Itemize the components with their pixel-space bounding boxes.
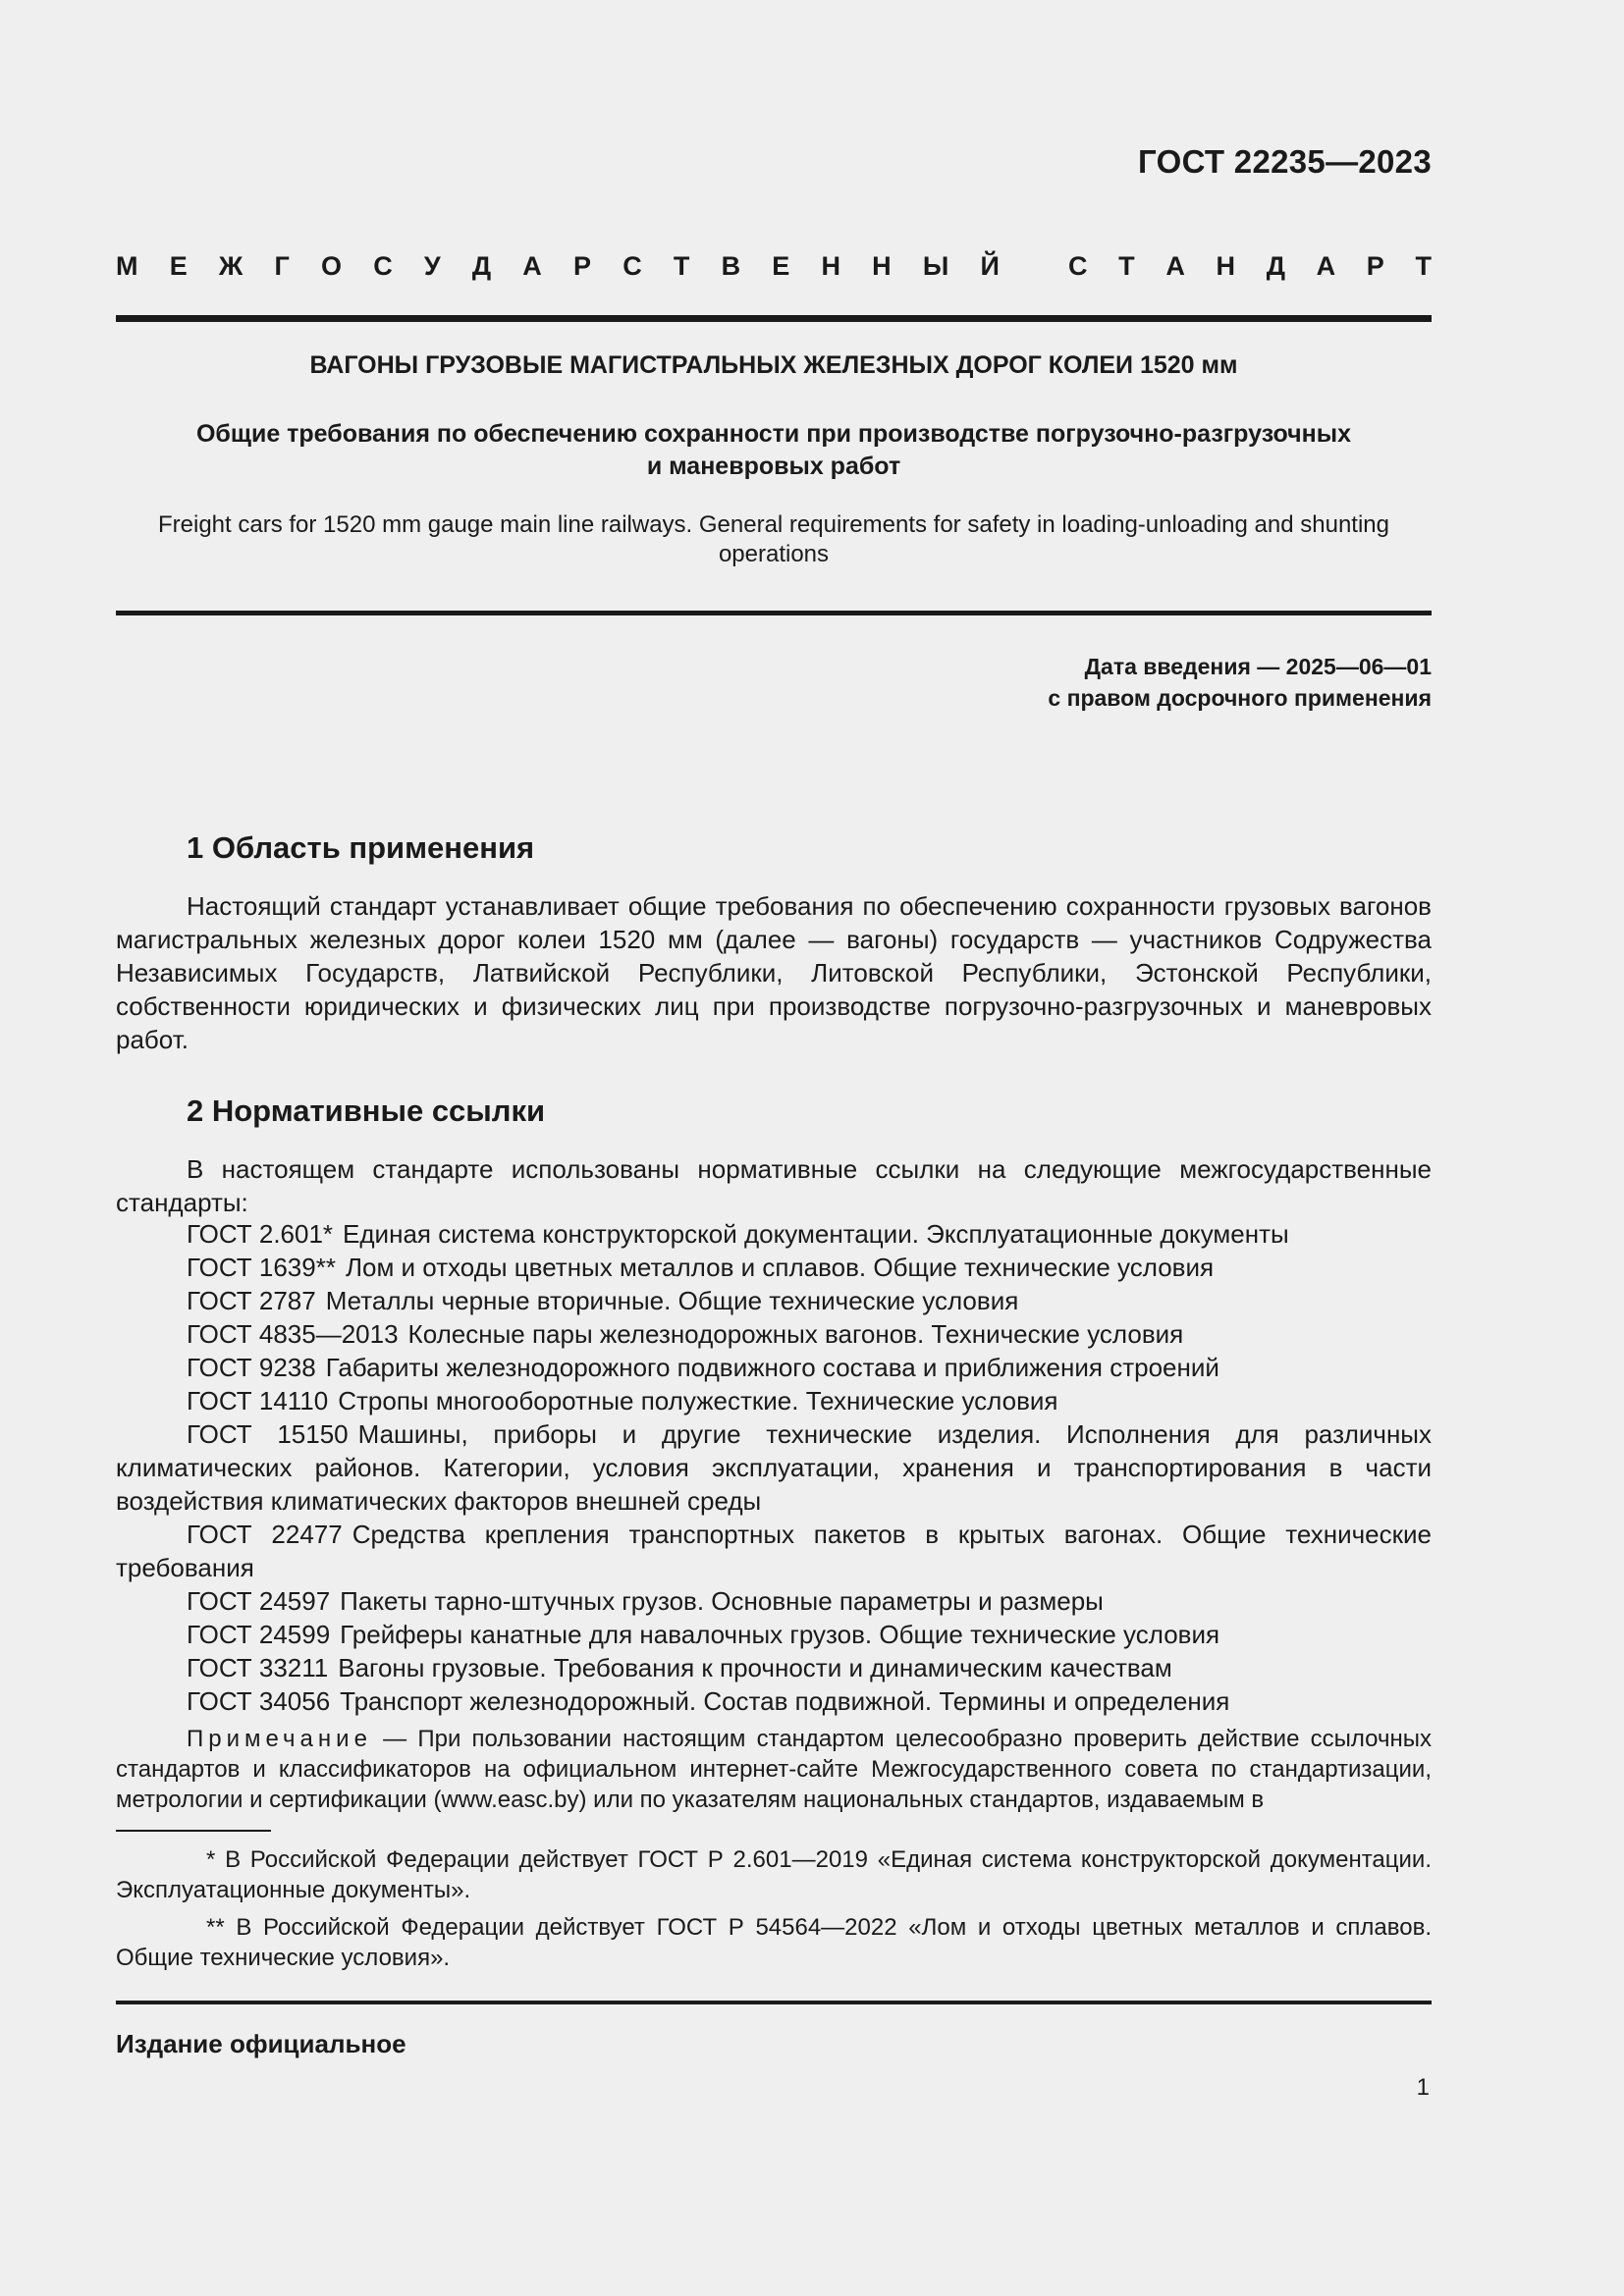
letter: Р (1366, 251, 1384, 281)
letter: С (623, 251, 642, 281)
standard-subtitle (116, 418, 1432, 483)
interstate-standard-heading (116, 251, 1432, 282)
reference-title: Металлы черные вторичные. Общие технические условия (325, 1286, 1019, 1315)
reference-title: Колесные пары железнодорожных вагонов. Технические условия (407, 1319, 1184, 1349)
reference-item (116, 1584, 1432, 1618)
normative-references-list (116, 1217, 1432, 1718)
reference-item (116, 1417, 1432, 1518)
reference-item (116, 1684, 1432, 1718)
reference-code: ГОСТ 2.601* (187, 1219, 334, 1249)
section-2-heading: 2 Нормативные ссылки (187, 1094, 546, 1128)
letter: В (721, 251, 741, 281)
reference-title: Транспорт железнодорожный. Состав подвижной. Термины и определения (340, 1686, 1230, 1716)
letter: Т (1118, 251, 1135, 281)
letter: А (1316, 251, 1336, 281)
letter: М (116, 251, 138, 281)
english-title-line: operations (718, 541, 830, 567)
reference-title: Габариты железнодорожного подвижного состава и приближения строений (325, 1353, 1219, 1382)
subtitle-line: и маневровых работ (646, 453, 901, 480)
header-rule-top (116, 315, 1432, 322)
reference-item (116, 1518, 1432, 1584)
english-title (116, 510, 1432, 569)
reference-item (116, 1217, 1432, 1251)
letter: У (423, 251, 441, 281)
reference-item (116, 1618, 1432, 1651)
interstate-word (116, 251, 1000, 282)
reference-title: Единая система конструкторской документации. Эксплуатационные документы (343, 1219, 1289, 1249)
reference-item (116, 1351, 1432, 1384)
letter: Д (1266, 251, 1285, 281)
letter: Н (872, 251, 892, 281)
letter: А (522, 251, 542, 281)
section-2-intro: В настоящем стандарте использованы нормативные ссылки на следующие межгосударственные стандарты: (116, 1154, 1432, 1217)
early-application-line: с правом досрочного применения (1048, 685, 1432, 711)
reference-code: ГОСТ 14110 (187, 1386, 329, 1415)
reference-code: ГОСТ 1639** (187, 1253, 336, 1282)
letter: С (1068, 251, 1088, 281)
letter: Й (980, 251, 1000, 281)
letter: С (373, 251, 393, 281)
reference-code: ГОСТ 34056 (187, 1686, 331, 1716)
footnote-separator (116, 1830, 271, 1832)
letter: Д (471, 251, 492, 281)
official-edition-label: Издание официальное (116, 2029, 406, 2058)
reference-code: ГОСТ 2787 (187, 1286, 316, 1315)
reference-title: Вагоны грузовые. Требования к прочности и динамическим качествам (338, 1653, 1172, 1682)
standard-word (1068, 251, 1432, 282)
letter: Р (572, 251, 591, 281)
note-text: — При пользовании настоящим стандартом целесообразно проверить действие ссылочных стандартов и классификаторов на официальном интернет-сайте Межгосударственного совета по стандартизации, метрологии и сертификации (www.easc.by) или по указателям национальных стандартов, издаваемым в (116, 1726, 1432, 1813)
letter: Ы (922, 251, 949, 281)
footnote-1: * В Российской Федерации действует ГОСТ Р 2.601—2019 «Единая система конструкторской документации. Эксплуатационные документы». (116, 1846, 1432, 1903)
reference-title: Грейферы канатные для навалочных грузов. Общие технические условия (340, 1620, 1220, 1649)
reference-code: ГОСТ 15150 (187, 1419, 349, 1449)
letter: Н (1216, 251, 1236, 281)
letter: Н (821, 251, 840, 281)
reference-item (116, 1317, 1432, 1351)
section-1-heading: 1 Область применения (187, 830, 535, 865)
english-title-line: Freight cars for 1520 mm gauge main line railways. General requirements for safety in loading-unloading and shunting (157, 511, 1389, 538)
letter: О (320, 251, 342, 281)
reference-code: ГОСТ 9238 (187, 1353, 316, 1382)
letter: Е (169, 251, 188, 281)
reference-title: Пакеты тарно-штучных грузов. Основные параметры и размеры (340, 1586, 1104, 1616)
note-paragraph (116, 1724, 1432, 1815)
section-1-text: Настоящий стандарт устанавливает общие требования по обеспечению сохранности грузовых вагонов магистральных железных дорог колеи 1520 мм (далее — вагоны) государств — участников Содружества Независимых Государств, Латвийской Республики, Литовской Республики, Эстонской Республики, собственности юридических и физических лиц при производстве погрузочно-разгрузочных и маневровых работ. (116, 891, 1432, 1054)
letter: Т (673, 251, 690, 281)
reference-title: Машины, приборы и другие технические изделия. Исполнения для различных климатических районов. Категории, условия эксплуатации, хранения и транспортирования в части воздействия климатических факторов внешней среды (116, 1419, 1432, 1516)
reference-title: Стропы многооборотные полужесткие. Технические условия (338, 1386, 1058, 1415)
date-line: Дата введения — 2025—06—01 (1084, 654, 1432, 679)
reference-code: ГОСТ 22477 (187, 1520, 343, 1549)
page-number: 1 (1416, 2074, 1430, 2101)
note-label: Примечание (187, 1726, 372, 1752)
letter: Г (274, 251, 290, 281)
introduction-date (1048, 651, 1432, 714)
reference-code: ГОСТ 24597 (187, 1586, 331, 1616)
reference-title: Лом и отходы цветных металлов и сплавов. Общие технические условия (345, 1253, 1215, 1282)
reference-code: ГОСТ 4835—2013 (187, 1319, 399, 1349)
reference-title: Средства крепления транспортных пакетов в крытых вагонах. Общие технические требования (116, 1520, 1432, 1582)
reference-item (116, 1384, 1432, 1417)
letter: Ж (218, 251, 244, 281)
letter: Е (772, 251, 790, 281)
footer-rule (116, 2001, 1432, 2004)
letter: А (1165, 251, 1185, 281)
reference-item (116, 1251, 1432, 1284)
footnote-2: ** В Российской Федерации действует ГОСТ Р 54564—2022 «Лом и отходы цветных металлов и сплавов. Общие технические условия». (116, 1914, 1432, 1971)
letter: Т (1415, 251, 1432, 281)
header-rule-bottom (116, 611, 1432, 615)
standard-title: ВАГОНЫ ГРУЗОВЫЕ МАГИСТРАЛЬНЫХ ЖЕЛЕЗНЫХ ДОРОГ КОЛЕИ 1520 мм (309, 351, 1238, 379)
gost-number: ГОСТ 22235—2023 (1138, 143, 1432, 180)
reference-item (116, 1651, 1432, 1684)
reference-code: ГОСТ 33211 (187, 1653, 329, 1682)
reference-code: ГОСТ 24599 (187, 1620, 331, 1649)
subtitle-line: Общие требования по обеспечению сохранности при производстве погрузочно-разгрузочных (195, 420, 1352, 448)
reference-item (116, 1284, 1432, 1317)
